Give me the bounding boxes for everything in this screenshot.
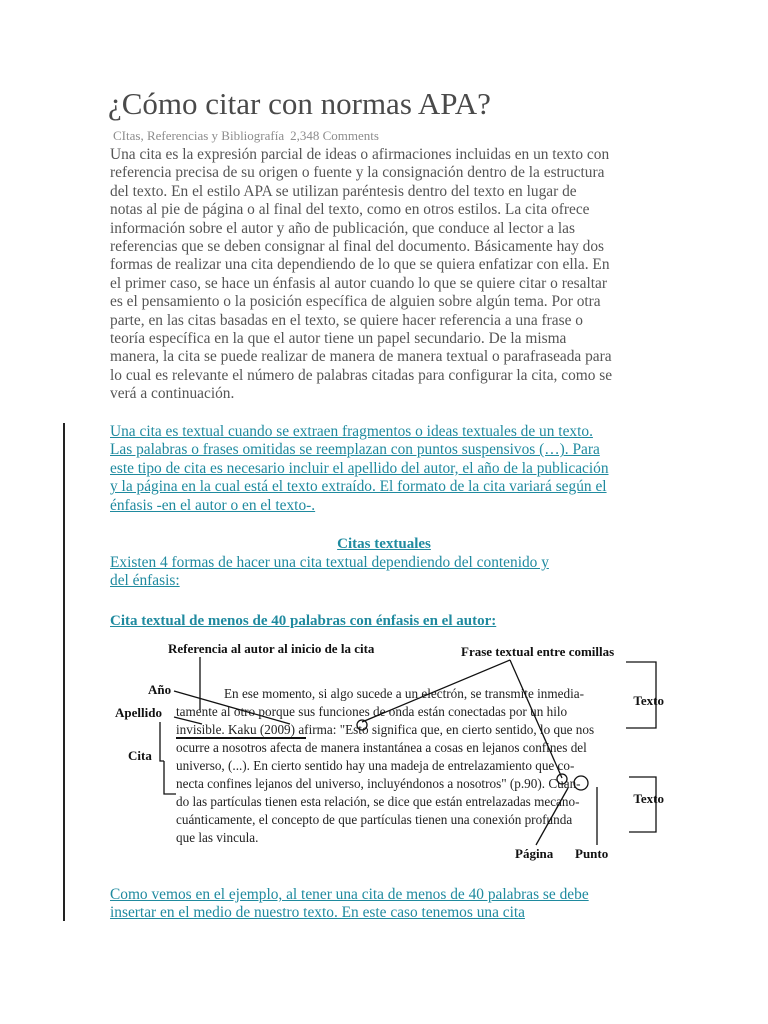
textual-quote-paragraph[interactable] xyxy=(110,423,658,515)
paragraph-line[interactable]: este tipo de cita es necesario incluir el apellido del autor, el año de la publicación xyxy=(110,459,609,477)
paragraph-line[interactable]: énfasis -en el autor o en el texto-. xyxy=(110,496,316,514)
quote-line: necta confines lejanos del universo, incluyéndonos a nosotros" (p.90). Cuan- xyxy=(176,776,581,791)
quote-line: do las partículas tienen esta relación, se dice que están entrelazadas mecano- xyxy=(176,794,580,809)
paragraph-line[interactable]: Como vemos en el ejemplo, al tener una cita de menos de 40 palabras se debe xyxy=(110,886,589,903)
intro-line: formas de realizar una cita dependiendo de lo que se quiera enfatizar con ella. En xyxy=(110,256,610,274)
intro-line: lo cual es relevante el número de palabras citadas para configurar la cita, como se xyxy=(110,366,613,384)
label-phrase: Frase textual entre comillas xyxy=(461,644,615,659)
label-page: Página xyxy=(515,846,554,861)
quote-line: cuánticamente, el concepto de que partículas tienen una conexión profunda xyxy=(176,812,573,827)
intro-line: notas al pie de página o al final del texto, como en otros estilos. La cita ofrece xyxy=(110,201,590,219)
comments-count[interactable]: 2,348 Comments xyxy=(290,128,379,143)
paragraph-line[interactable]: Una cita es textual cuando se extraen fragmentos o ideas textuales de un texto. xyxy=(110,423,593,440)
intro-line: verá a continuación. xyxy=(110,385,235,403)
intro-line: referencias que se deben consignar al final del documento. Básicamente hay dos xyxy=(110,238,605,256)
label-period: Punto xyxy=(575,846,609,861)
paragraph-line[interactable]: Las palabras o frases omitidas se reemplazan con puntos suspensivos (…). Para xyxy=(110,441,600,459)
page-title: ¿Cómo citar con normas APA? xyxy=(108,86,491,121)
sub-heading[interactable]: Cita textual de menos de 40 palabras con énfasis en el autor: xyxy=(110,613,497,629)
forms-paragraph[interactable] xyxy=(110,554,549,591)
apa-citation-figure xyxy=(110,636,670,870)
intro-line: el primer caso, se hace un énfasis al autor cuando lo que se quiere citar o resaltar xyxy=(110,274,607,292)
label-reference: Referencia al autor al inicio de la cita xyxy=(168,641,375,656)
label-year: Año xyxy=(148,682,172,697)
intro-line: manera, la cita se puede realizar de manera de manera textual o parafraseada para xyxy=(110,348,612,366)
intro-line: parte, en las citas basadas en el texto, se quiere hacer referencia a una frase o xyxy=(110,311,584,329)
intro-paragraph xyxy=(110,146,658,404)
quote-line: que las vincula. xyxy=(176,830,259,845)
quote-line: invisible. Kaku (2009) afirma: "Esto significa que, en cierto sentido, lo que nos xyxy=(176,722,595,737)
section-heading[interactable]: Citas textuales xyxy=(337,536,431,552)
example-paragraph[interactable] xyxy=(110,886,589,923)
label-text-top: Texto xyxy=(633,693,664,708)
paragraph-line[interactable]: insertar en el medio de nuestro texto. En este caso tenemos una cita xyxy=(110,904,525,922)
intro-line: es el pensamiento o la posición específica de alguien sobre algún tema. Por otra xyxy=(110,293,601,311)
quote-bracket-start xyxy=(160,722,164,761)
label-text-bottom: Texto xyxy=(633,791,664,806)
paragraph-line[interactable]: Existen 4 formas de hacer una cita textual dependiendo del contenido y xyxy=(110,554,549,571)
intro-line: teoría específica en la que el autor tiene un papel secundario. De la misma xyxy=(110,330,567,348)
quote-line: ocurre a nosotros afecta de manera instantánea a cosas en lejanos confines del xyxy=(176,740,587,755)
quote-line: tamente al otro porque sus funciones de onda están conectadas por un hilo xyxy=(176,704,568,719)
quote-line: En ese momento, si algo sucede a un electrón, se transmite inmedia- xyxy=(224,686,584,701)
paragraph-line[interactable]: del énfasis: xyxy=(110,572,180,590)
intro-line: Una cita es la expresión parcial de ideas o afirmaciones incluidas en un texto con xyxy=(110,146,610,163)
margin-rule xyxy=(63,423,65,921)
paragraph-line[interactable]: y la página en la cual está el texto extraído. El formato de la cita variará según el xyxy=(110,478,607,496)
label-quote: Cita xyxy=(128,748,152,763)
label-surname: Apellido xyxy=(115,705,162,720)
intro-line: del texto. En el estilo APA se utilizan paréntesis dentro del texto en lugar de xyxy=(110,182,577,200)
intro-line: información sobre el autor y año de publicación, que conduce al lector a las xyxy=(110,219,575,237)
figure-diagram xyxy=(110,636,670,870)
post-meta xyxy=(113,128,379,144)
category-link[interactable]: CItas, Referencias y Bibliografía xyxy=(113,128,285,143)
quote-line: universo, (...). En cierto sentido hay una madeja de entrelazamiento que co- xyxy=(176,758,575,773)
intro-line: referencia precisa de su origen o fuente y la consignación dentro de la estructura xyxy=(110,164,605,182)
quote-bracket-end xyxy=(164,761,176,794)
